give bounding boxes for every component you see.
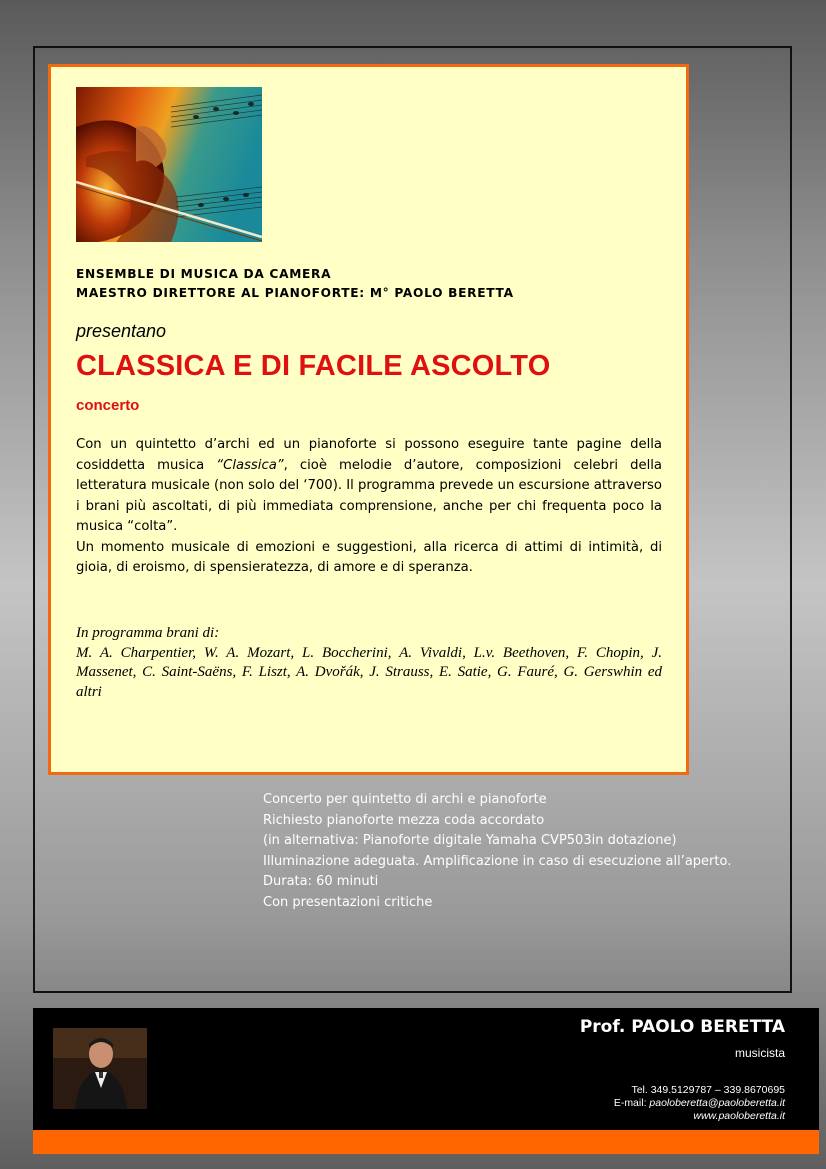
program-composers: M. A. Charpentier, W. A. Mozart, L. Boccherini, A. Vivaldi, L.v. Beethoven, F. Chopin, J. Massenet, C. Saint-Saëns, F. Liszt, A. Dvořák, J. Strauss, E. Satie, G. Fauré, G. Gerswhin ed altri <box>76 644 662 700</box>
musician-role: musicista <box>734 1046 785 1060</box>
description-paragraph-2: Un momento musicale di emozioni e suggestioni, alla ricerca di attimi di intimità, di gioia, di eroismo, di spensieratezza, di amore e di speranza. <box>76 539 662 575</box>
program-heading: In programma brani di: <box>76 625 220 641</box>
concert-title: CLASSICA E DI FACILE ASCOLTO <box>76 350 551 382</box>
spec-line: Concerto per quintetto di archi e pianoforte <box>263 792 547 807</box>
ensemble-header <box>76 265 514 303</box>
website-text[interactable]: www.paoloberetta.it <box>693 1110 785 1122</box>
violin-sheet-music-image <box>76 87 262 242</box>
email-label: E-mail: <box>613 1097 650 1109</box>
spec-line: Durata: 60 minuti <box>263 874 379 890</box>
footer <box>33 1008 819 1130</box>
concert-description <box>76 435 662 579</box>
director-line: MAESTRO DIRETTORE AL PIANOFORTE: M° PAOLO BERETTA <box>76 286 514 300</box>
description-paragraph-1 <box>76 435 662 538</box>
email-line <box>614 1097 785 1110</box>
spec-line: Richiesto pianoforte mezza coda accordato <box>263 812 545 828</box>
spec-line: Con presentazioni critiche <box>263 894 433 910</box>
technical-specs <box>263 790 731 914</box>
program-section <box>76 624 662 702</box>
musician-portrait <box>53 1028 147 1109</box>
ensemble-name: ENSEMBLE DI MUSICA DA CAMERA <box>76 267 332 281</box>
description-text: Con un quintetto d’archi ed un pianoforte si possono eseguire tante pagine della cosiddetta musica <box>76 437 662 473</box>
description-text: , cioè melodie d’autore, composizioni celebri della letteratura musicale (non solo del ‘700). Il programma prevede un escursione attraverso i brani più ascoltati, di più immediata comprensione, anche per chi frequenta poco la musica “colta”. <box>76 457 662 534</box>
spec-line: (in alternativa: Pianoforte digitale Yamaha CVP503in dotazione) <box>263 833 677 849</box>
musician-name: Prof. PAOLO BERETTA <box>579 1017 785 1037</box>
email-link[interactable]: paoloberetta@paoloberetta.it <box>649 1097 785 1109</box>
footer-accent-bar <box>33 1130 819 1154</box>
phone-numbers: Tel. 349.5129787 – 339.8670695 <box>631 1084 785 1096</box>
contact-info <box>614 1084 785 1123</box>
spec-line: Illuminazione adeguata. Amplificazione in caso di esecuzione all’aperto. <box>263 853 732 869</box>
intro-text: presentano <box>76 321 167 341</box>
concert-subtitle: concerto <box>76 397 140 414</box>
website-link[interactable] <box>614 1110 785 1123</box>
description-emphasis: “Classica” <box>216 457 284 473</box>
concert-card <box>48 64 689 775</box>
